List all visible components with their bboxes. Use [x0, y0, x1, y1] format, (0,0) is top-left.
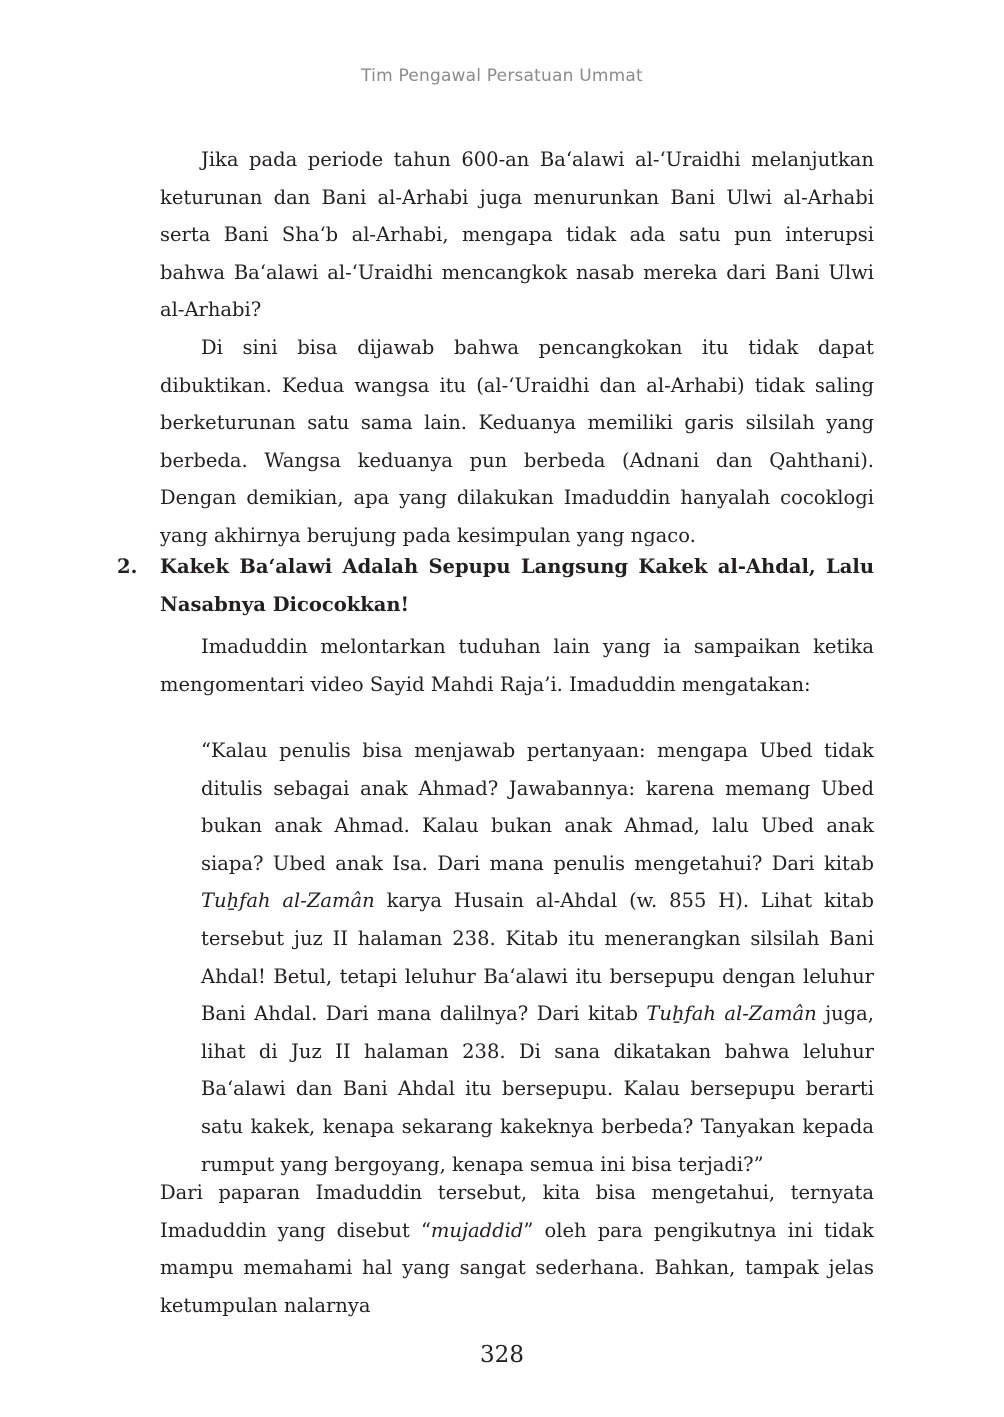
paragraph-2: Di sini bisa dijawab bahwa pencangkokan itu tidak dapat dibuktikan. Kedua wangsa itu (al-‘Uraidhi dan al-Arhabi) tidak saling berketurunan satu sama lain. Keduanya memiliki garis silsilah yang berbeda. Wangsa keduanya pun berbeda (Adnani dan Qahthani). Dengan demikian, apa yang dilakukan Imaduddin hanyalah cocoklogi yang akhirnya berujung pada kesimpulan yang ngaco. — [160, 335, 874, 547]
body-text-conclusion — [160, 1174, 874, 1324]
body-text-intro — [160, 141, 874, 555]
running-header: Tim Pengawal Persatuan Ummat — [361, 66, 643, 86]
block-quote — [201, 732, 874, 1183]
book-title-1: Tuẖfah al-Zamân — [201, 889, 375, 913]
section-title: Kakek Ba‘alawi Adalah Sepupu Langsung Kakek al-Ahdal, Lalu Nasabnya Dicocokkan! — [160, 555, 874, 616]
paragraph-3: Imaduddin melontarkan tuduhan lain yang ia sampaikan ketika mengomentari video Sayid Mahdi Raja’i. Imaduddin mengatakan: — [160, 635, 874, 696]
quote-text-2: karya Husain al-Ahdal (w. 855 H). Lihat kitab tersebut juz II halaman 238. Kitab itu menerangkan silsilah Bani Ahdal! Betul, tetapi leluhur Ba‘alawi itu bersepupu dengan leluhur Bani Ahdal. Dari mana dalilnya? Dari kitab — [201, 889, 875, 1026]
para4-text-2: ” oleh para pengikutnya ini tidak mampu memahami hal yang sangat sederhana. Bahkan, tampak jelas ketumpulan nalarnya — [160, 1218, 874, 1317]
book-title-2: Tuẖfah al-Zamân — [646, 1002, 817, 1026]
paragraph-1: Jika pada periode tahun 600-an Ba‘alawi al-‘Uraidhi melanjutkan keturunan dan Bani al-Arhabi juga menurunkan Bani Ulwi al-Arhabi serta Bani Sha‘b al-Arhabi, mengapa tidak ada satu pun interupsi bahwa Ba‘alawi al-‘Uraidhi mencangkok nasab mereka dari Bani Ulwi al-Arhabi? — [160, 148, 874, 322]
quote-text-1: “Kalau penulis bisa menjawab pertanyaan: mengapa Ubed tidak ditulis sebagai anak Ahmad? Jawabannya: karena memang Ubed bukan anak Ahmad. Kalau bukan anak Ahmad, lalu Ubed anak siapa? Ubed anak Isa. Dari mana penulis mengetahui? Dari kitab — [201, 739, 874, 875]
term-mujaddid: mujaddid — [430, 1218, 524, 1242]
paragraph-4 — [160, 1174, 874, 1324]
section-number: 2. — [117, 555, 138, 578]
page-number: 328 — [480, 1342, 524, 1368]
quote-text-3: juga, lihat di Juz II halaman 238. Di sana dikatakan bahwa leluhur Ba‘alawi dan Bani Ahdal itu bersepupu. Kalau bersepupu berarti satu kakek, kenapa sekarang kakeknya berbeda? Tanyakan kepada rumput yang bergoyang, kenapa semua ini bisa terjadi?” — [201, 1002, 874, 1176]
quote-paragraph — [201, 732, 874, 1183]
body-text-section — [160, 628, 874, 703]
section-heading — [117, 548, 874, 623]
para4-text-1: Dari paparan Imaduddin tersebut, kita bisa mengetahui, ternyata Imaduddin yang disebut “ — [160, 1181, 874, 1242]
